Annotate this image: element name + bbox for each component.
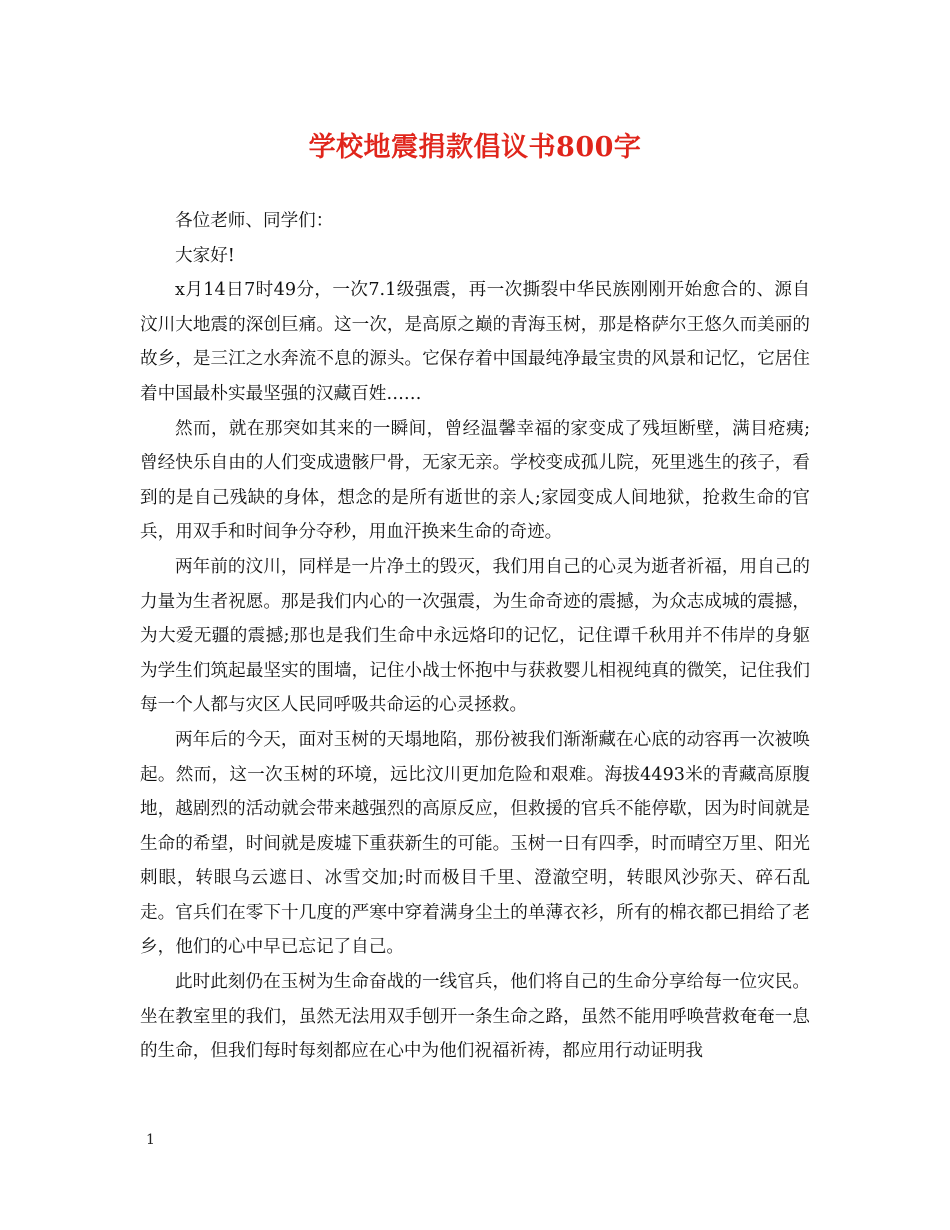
document-title: 学校地震捐款倡议书800字 [308,132,642,163]
salutation: 各位老师、同学们： [175,211,334,231]
document-body [140,204,810,1069]
body-paragraph: 然而，就在那突如其来的一瞬间，曾经温馨幸福的家变成了残垣断壁，满目疮痍;曾经快乐自由的人们变成遗骸尸骨，无家无亲。学校变成孤儿院，死里逃生的孩子，看到的是自己残缺的身体，想念的是所有逝世的亲人;家园变成人间地狱，抢救生命的官兵，用双手和时间争分夺秒，用血汗换来生命的奇迹。 [140,418,810,543]
body-paragraph: 两年前的汶川，同样是一片净土的毁灭，我们用自己的心灵为逝者祈福，用自己的力量为生者祝愿。那是我们内心的一次强震，为生命奇迹的震撼，为众志成城的震撼，为大爱无疆的震撼;那也是我们生命中永远烙印的记忆，记住谭千秋用并不伟岸的身躯为学生们筑起最坚实的围墙，记住小战士怀抱中与获救婴儿相视纯真的微笑，记住我们每一个人都与灾区人民同呼吸共命运的心灵拯救。 [140,556,810,716]
page-number: 1 [146,1132,155,1148]
body-paragraph: x月14日7时49分，一次7.1级强震，再一次撕裂中华民族刚刚开始愈合的、源自汶川大地震的深创巨痛。这一次，是高原之巅的青海玉树，那是格萨尔王悠久而美丽的故乡，是三江之水奔流不息的源头。它保存着中国最纯净最宝贵的风景和记忆，它居住着中国最朴实最坚强的汉藏百姓…… [140,280,810,404]
body-paragraph: 此时此刻仍在玉树为生命奋战的一线官兵，他们将自己的生命分享给每一位灾民。坐在教室里的我们，虽然无法用双手刨开一条生命之路，虽然不能用呼唤营救奄奄一息的生命，但我们每时每刻都应在心中为他们祝福祈祷，都应用行动证明我 [140,972,810,1062]
greeting: 大家好! [175,245,235,266]
body-paragraph: 两年后的今天，面对玉树的天塌地陷，那份被我们渐渐藏在心底的动容再一次被唤起。然而，这一次玉树的环境，远比汶川更加危险和艰难。海拔4493米的青藏高原腹地，越剧烈的活动就会带来越强烈的高原反应，但救援的官兵不能停歇，因为时间就是生命的希望，时间就是废墟下重获新生的可能。玉树一日有四季，时而晴空万里、阳光刺眼，转眼乌云遮日、冰雪交加;时而极目千里、澄澈空明，转眼风沙弥天、碎石乱走。官兵们在零下十几度的严寒中穿着满身尘土的单薄衣衫，所有的棉衣都已捐给了老乡，他们的心中早已忘记了自己。 [140,729,810,958]
